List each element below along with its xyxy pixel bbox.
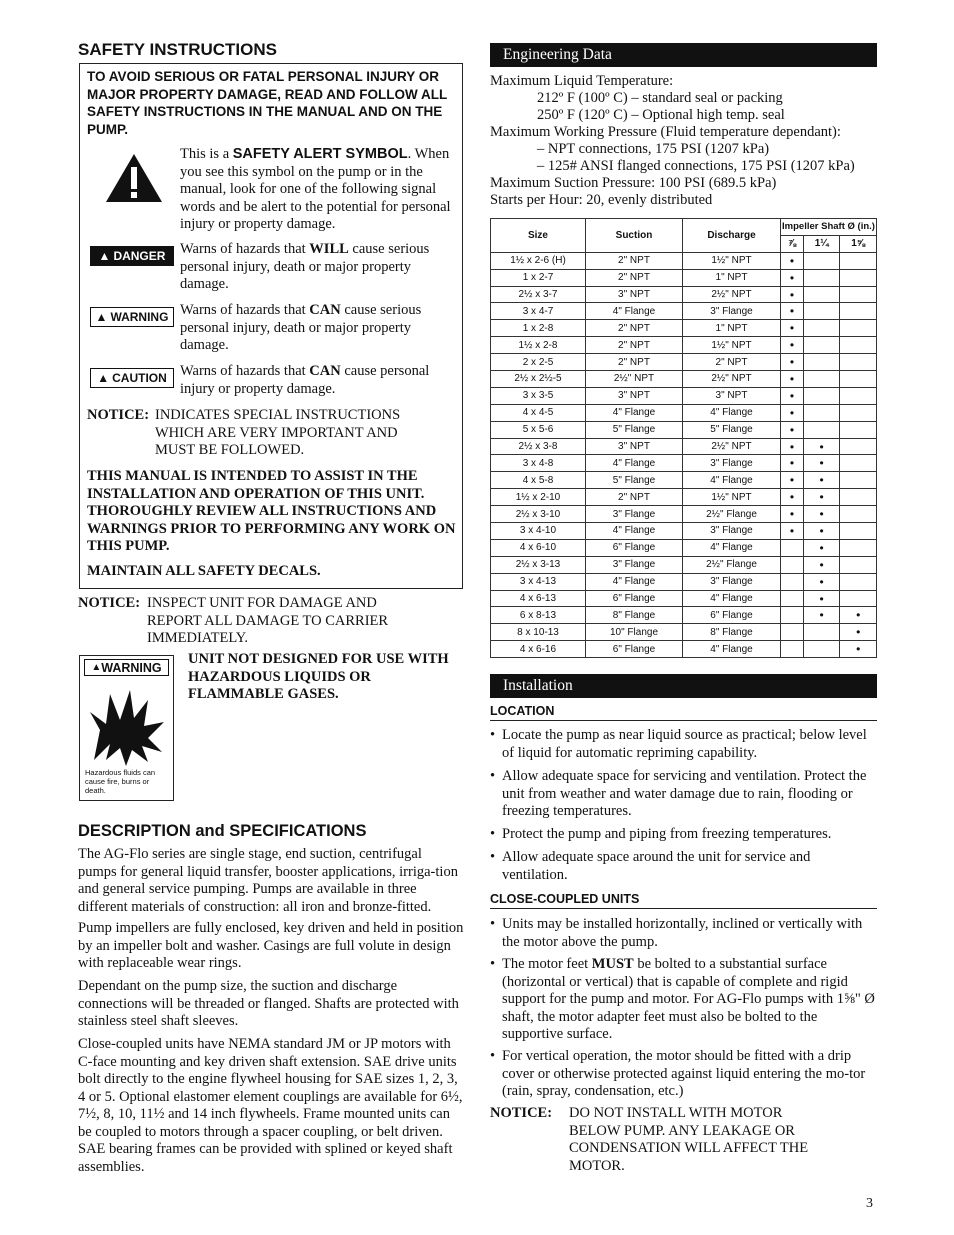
engineering-data-line: Starts per Hour: 20, evenly distributed (490, 192, 713, 208)
pump-spec-table (490, 218, 877, 658)
engineering-data-line: 250º F (120º C) – Optional high temp. seal (537, 107, 785, 123)
shaft-mark-cell (781, 641, 804, 658)
shaft-mark-cell (803, 624, 840, 641)
table-cell: 4" Flange (586, 523, 683, 540)
table-cell: 1½ x 2-8 (491, 337, 586, 354)
warning-badge: ▲ WARNING (90, 307, 174, 327)
table-row (491, 641, 877, 658)
shaft-mark-cell (840, 286, 877, 303)
notice-text: INDICATES SPECIAL INSTRUCTIONS WHICH ARE VERY IMPORTANT AND MUST BE FOLLOWED. (155, 407, 401, 458)
table-cell: 3" NPT (586, 286, 683, 303)
table-cell: 2½" NPT (586, 371, 683, 388)
table-cell: 10" Flange (586, 624, 683, 641)
table-cell: 6" Flange (586, 641, 683, 658)
table-row (491, 539, 877, 556)
table-cell: 5" Flange (683, 421, 781, 438)
shaft-mark-cell: • (781, 269, 804, 286)
shaft-mark-cell: • (803, 539, 840, 556)
table-row (491, 607, 877, 624)
warning-triangle-icon: ▲ (98, 249, 111, 263)
table-cell: 3 x 4-10 (491, 523, 586, 540)
table-cell: 3 x 4-7 (491, 303, 586, 320)
shaft-mark-cell (840, 303, 877, 320)
location-bullet: • Allow adequate space around the unit for service and ventilation. (490, 849, 878, 884)
table-cell: 3" Flange (586, 506, 683, 523)
shaft-mark-cell (781, 556, 804, 573)
shaft-mark-cell (840, 472, 877, 489)
shaft-mark-cell: • (781, 354, 804, 371)
description-paragraph: Pump impellers are fully enclosed, key driven and held in position by an impeller bolt and washer. Casings are full volute in design with replaceable wear rings. (78, 920, 464, 971)
col-header-size: Size (491, 219, 586, 253)
table-row (491, 573, 877, 590)
table-row (491, 523, 877, 540)
shaft-mark-cell: • (781, 387, 804, 404)
shaft-mark-cell (840, 421, 877, 438)
safety-box-heading: TO AVOID SERIOUS OR FATAL PERSONAL INJURY OR MAJOR PROPERTY DAMAGE, READ AND FOLLOW ALL SAFETY INSTRUCTIONS IN THE MANUAL AND ON THE PUMP. (87, 69, 448, 137)
caution-badge: ▲ CAUTION (90, 368, 174, 388)
shaft-mark-cell: • (781, 337, 804, 354)
shaft-mark-cell (803, 269, 840, 286)
table-cell: 6 x 8-13 (491, 607, 586, 624)
table-cell: 3 x 4-13 (491, 573, 586, 590)
warning-triangle-icon: ▲ (91, 662, 102, 673)
table-cell: 3" NPT (683, 387, 781, 404)
table-cell: 2½ x 3-8 (491, 438, 586, 455)
shaft-mark-cell (803, 404, 840, 421)
shaft-mark-cell (840, 573, 877, 590)
col-header-discharge: Discharge (683, 219, 781, 253)
close-coupled-bullet: • For vertical operation, the motor should be fitted with a drip cover or otherwise protected against liquid entering the mo-tor (rain, spray, condensation, etc.) (490, 1048, 878, 1101)
safety-alert-icon (104, 152, 164, 204)
shaft-mark-cell: • (781, 438, 804, 455)
shaft-mark-cell (840, 252, 877, 269)
shaft-mark-cell (840, 590, 877, 607)
shaft-mark-cell (840, 438, 877, 455)
shaft-size-header: ⅞ (781, 235, 804, 252)
shaft-mark-cell: • (781, 303, 804, 320)
table-cell: 4" Flange (683, 472, 781, 489)
shaft-mark-cell: • (803, 590, 840, 607)
shaft-mark-cell (803, 371, 840, 388)
shaft-mark-cell (803, 303, 840, 320)
table-cell: 4" Flange (586, 573, 683, 590)
shaft-mark-cell: • (781, 320, 804, 337)
shaft-mark-cell: • (781, 286, 804, 303)
shaft-mark-cell: • (781, 472, 804, 489)
table-cell: 5" Flange (586, 421, 683, 438)
table-row (491, 590, 877, 607)
table-cell: 6" Flange (586, 590, 683, 607)
page-number: 3 (866, 1196, 873, 1211)
table-cell: 2" NPT (586, 354, 683, 371)
shaft-mark-cell: • (803, 573, 840, 590)
table-row (491, 624, 877, 641)
installation-heading: Installation (490, 674, 877, 698)
shaft-mark-cell (781, 539, 804, 556)
table-row (491, 421, 877, 438)
table-row (491, 506, 877, 523)
hazard-warning-header: ▲ WARNING (84, 659, 169, 676)
shaft-mark-cell (840, 320, 877, 337)
table-cell: 4 x 6-10 (491, 539, 586, 556)
shaft-mark-cell (781, 590, 804, 607)
close-coupled-bullet: • Units may be installed horizontally, inclined or vertically with the motor above the pump. (490, 916, 878, 951)
table-cell: 3" Flange (586, 556, 683, 573)
warning-triangle-icon: ▲ (95, 310, 108, 324)
table-cell: 1" NPT (683, 269, 781, 286)
table-cell: 8 x 10-13 (491, 624, 586, 641)
table-cell: 2" NPT (586, 252, 683, 269)
shaft-mark-cell (840, 523, 877, 540)
table-cell: 3 x 3-5 (491, 387, 586, 404)
table-cell: 2½ x 3-13 (491, 556, 586, 573)
shaft-mark-cell (781, 607, 804, 624)
table-row (491, 371, 877, 388)
col-header-suction: Suction (586, 219, 683, 253)
table-cell: 1½ x 2-6 (H) (491, 252, 586, 269)
close-coupled-subheading: CLOSE-COUPLED UNITS (490, 892, 877, 909)
table-cell: 2½ x 3-7 (491, 286, 586, 303)
inspect-notice-text: INSPECT UNIT FOR DAMAGE AND REPORT ALL DAMAGE TO CARRIER IMMEDIATELY. (147, 595, 389, 646)
shaft-mark-cell: • (803, 556, 840, 573)
explosion-icon (86, 686, 168, 768)
table-cell: 1½" NPT (683, 337, 781, 354)
safety-alert-description: This is a SAFETY ALERT SYMBOL. When you see this symbol on the pump or in the manual, look for one of the following signal words and be alert to the potential for personal injury or property damage. (180, 146, 451, 232)
manual-intro-text: THIS MANUAL IS INTENDED TO ASSIST IN THE INSTALLATION AND OPERATION OF THIS UNIT. THOROUGHLY REVIEW ALL INSTRUCTIONS AND WARNINGS PRIOR TO PERFORMING ANY WORK ON THIS PUMP. (87, 468, 456, 554)
table-row (491, 556, 877, 573)
danger-description: Warns of hazards that WILL cause serious personal injury, death or major property damage. (180, 241, 430, 292)
shaft-mark-cell: • (781, 455, 804, 472)
shaft-mark-cell (803, 354, 840, 371)
table-row (491, 438, 877, 455)
shaft-mark-cell (840, 506, 877, 523)
hazard-warning-label (79, 655, 174, 801)
shaft-mark-cell (840, 269, 877, 286)
engineering-data-line: Maximum Liquid Temperature: (490, 73, 674, 89)
table-row (491, 337, 877, 354)
table-cell: 4 x 6-16 (491, 641, 586, 658)
location-bullet: • Protect the pump and piping from freezing temperatures. (490, 826, 878, 844)
table-cell: 4" Flange (586, 455, 683, 472)
table-cell: 1 x 2-7 (491, 269, 586, 286)
table-cell: 1" NPT (683, 320, 781, 337)
shaft-mark-cell: • (781, 404, 804, 421)
table-cell: 4" Flange (683, 404, 781, 421)
table-cell: 3" Flange (683, 523, 781, 540)
shaft-mark-cell: • (803, 455, 840, 472)
table-cell: 2" NPT (586, 320, 683, 337)
table-cell: 2½" Flange (683, 506, 781, 523)
shaft-mark-cell (803, 387, 840, 404)
table-cell: 3 x 4-8 (491, 455, 586, 472)
table-cell: 3" Flange (683, 573, 781, 590)
table-cell: 1½" NPT (683, 252, 781, 269)
table-cell: 2½" NPT (683, 371, 781, 388)
shaft-mark-cell (840, 337, 877, 354)
table-cell: 4 x 6-13 (491, 590, 586, 607)
table-row (491, 489, 877, 506)
motor-notice-label: NOTICE: (490, 1105, 553, 1121)
shaft-mark-cell (781, 573, 804, 590)
maintain-decals-text: MAINTAIN ALL SAFETY DECALS. (87, 563, 321, 579)
table-cell: 4" Flange (683, 590, 781, 607)
shaft-mark-cell: • (781, 523, 804, 540)
engineering-data-line: 212º F (100º C) – standard seal or packing (537, 90, 783, 106)
shaft-mark-cell: • (803, 523, 840, 540)
engineering-data-heading: Engineering Data (490, 43, 877, 67)
shaft-mark-cell (840, 354, 877, 371)
table-cell: 4" Flange (586, 404, 683, 421)
table-cell: 2½" NPT (683, 438, 781, 455)
description-paragraph: Dependant on the pump size, the suction and discharge connections will be threaded or flanged. Shafts are protected with stainless steel shaft sleeves. (78, 978, 459, 1029)
danger-badge: ▲ DANGER (90, 246, 174, 266)
shaft-mark-cell: • (781, 506, 804, 523)
safety-instructions-heading: SAFETY INSTRUCTIONS (78, 40, 277, 59)
shaft-mark-cell (840, 539, 877, 556)
engineering-data-line: – NPT connections, 175 PSI (1207 kPa) (537, 141, 770, 157)
table-cell: 2" NPT (586, 269, 683, 286)
table-cell: 4" Flange (586, 303, 683, 320)
table-row (491, 455, 877, 472)
shaft-mark-cell (803, 421, 840, 438)
shaft-mark-cell (803, 286, 840, 303)
table-row (491, 354, 877, 371)
table-cell: 4" Flange (683, 539, 781, 556)
table-cell: 1½" NPT (683, 489, 781, 506)
engineering-data-line: Maximum Suction Pressure: 100 PSI (689.5 kPa) (490, 175, 777, 191)
shaft-size-header: 1¼ (803, 235, 840, 252)
description-paragraph: The AG-Flo series are single stage, end suction, centrifugal pumps for general liquid transfer, booster applications, irriga-tion and general service pumping. Pumps are available in three different materials of construction: all iron and bronze-fitted. (78, 846, 458, 915)
motor-notice-text: DO NOT INSTALL WITH MOTOR BELOW PUMP. ANY LEAKAGE OR CONDENSATION WILL AFFECT THE MOTOR. (569, 1105, 809, 1174)
table-cell: 4 x 5-8 (491, 472, 586, 489)
table-cell: 3" NPT (586, 438, 683, 455)
table-cell: 3" Flange (683, 303, 781, 320)
notice-label: NOTICE: (87, 407, 150, 423)
table-cell: 2" NPT (586, 337, 683, 354)
table-row (491, 286, 877, 303)
table-cell: 2½ x 3-10 (491, 506, 586, 523)
table-cell: 4 x 4-5 (491, 404, 586, 421)
shaft-mark-cell: • (803, 438, 840, 455)
shaft-mark-cell (840, 455, 877, 472)
shaft-mark-cell: • (840, 607, 877, 624)
table-row (491, 387, 877, 404)
table-row (491, 404, 877, 421)
shaft-mark-cell (840, 371, 877, 388)
engineering-data-text (490, 73, 880, 209)
shaft-mark-cell (781, 624, 804, 641)
description-heading: DESCRIPTION and SPECIFICATIONS (78, 822, 367, 840)
table-cell: 2" NPT (683, 354, 781, 371)
table-row (491, 320, 877, 337)
shaft-mark-cell (840, 387, 877, 404)
inspect-notice-label: NOTICE: (78, 595, 141, 611)
location-subheading: LOCATION (490, 704, 877, 721)
table-cell: 2½ x 2½-5 (491, 371, 586, 388)
location-bullet: • Locate the pump as near liquid source as practical; below level of liquid for automatic repriming capability. (490, 727, 878, 762)
table-cell: 5" Flange (586, 472, 683, 489)
table-cell: 4" Flange (683, 641, 781, 658)
table-cell: 6" Flange (586, 539, 683, 556)
shaft-mark-cell (840, 489, 877, 506)
shaft-mark-cell: • (781, 489, 804, 506)
shaft-mark-cell (803, 337, 840, 354)
shaft-mark-cell: • (803, 607, 840, 624)
table-cell: 8" Flange (586, 607, 683, 624)
table-cell: 2 x 2-5 (491, 354, 586, 371)
col-header-shaft: Impeller Shaft Ø (in.) (781, 219, 877, 236)
shaft-mark-cell: • (781, 421, 804, 438)
shaft-mark-cell (803, 320, 840, 337)
close-coupled-bullet: • The motor feet MUST be bolted to a substantial surface (horizontal or vertical) that is capable of complete and rigid support for the pump and motor. For AG-Flo pumps with 1⅝" Ø shaft, the motor adapter feet must also be bolted to the supportive surface. (490, 956, 878, 1044)
table-row (491, 303, 877, 320)
table-row (491, 269, 877, 286)
shaft-mark-cell: • (803, 506, 840, 523)
engineering-data-line: – 125# ANSI flanged connections, 175 PSI (1207 kPa) (537, 158, 855, 174)
shaft-mark-cell (803, 641, 840, 658)
hazard-warning-text: UNIT NOT DESIGNED FOR USE WITH HAZARDOUS LIQUIDS OR FLAMMABLE GASES. (188, 651, 449, 702)
shaft-size-header: 1⅝ (840, 235, 877, 252)
shaft-mark-cell: • (803, 489, 840, 506)
shaft-mark-cell (840, 556, 877, 573)
shaft-mark-cell: • (803, 472, 840, 489)
table-cell: 3" Flange (683, 455, 781, 472)
shaft-mark-cell: • (840, 641, 877, 658)
shaft-mark-cell: • (781, 371, 804, 388)
table-cell: 2½" Flange (683, 556, 781, 573)
table-cell: 2" NPT (586, 489, 683, 506)
caution-description: Warns of hazards that CAN cause personal injury or property damage. (180, 363, 430, 397)
safety-box (79, 63, 463, 589)
location-bullet: • Allow adequate space for servicing and ventilation. Protect the unit from weather and water damage due to rain, flooding or freezing temperatures. (490, 768, 878, 821)
table-cell: 3" NPT (586, 387, 683, 404)
table-cell: 6" Flange (683, 607, 781, 624)
shaft-mark-cell: • (781, 252, 804, 269)
description-paragraph: Close-coupled units have NEMA standard JM or JP motors with C-face mounting and key driven shaft extension. SAE drive units bolt directly to the engine flywheel housing for SAE sizes 1, 2, 3, 4 or 5. Optional elastomer element couplings are available for 6½, 7½, 8, 10, 11½ and 14 inch flywheels. Frame mounted units can be coupled to motors through a spacer coupling, or belt driven. SAE bearing frames can be provided with splined or keyed shaft assemblies. (78, 1036, 463, 1175)
table-row (491, 472, 877, 489)
table-cell: 2½" NPT (683, 286, 781, 303)
table-cell: 1½ x 2-10 (491, 489, 586, 506)
warning-triangle-icon: ▲ (97, 371, 110, 385)
warning-description: Warns of hazards that CAN cause serious personal injury, death or major property damage. (180, 302, 422, 353)
table-row (491, 252, 877, 269)
shaft-mark-cell (803, 252, 840, 269)
hazard-caption: Hazardous fluids can cause fire, burns or death. (85, 768, 156, 795)
shaft-mark-cell (840, 404, 877, 421)
engineering-data-line: Maximum Working Pressure (Fluid temperature dependant): (490, 124, 841, 140)
table-cell: 1 x 2-8 (491, 320, 586, 337)
table-cell: 8" Flange (683, 624, 781, 641)
table-cell: 5 x 5-6 (491, 421, 586, 438)
shaft-mark-cell: • (840, 624, 877, 641)
